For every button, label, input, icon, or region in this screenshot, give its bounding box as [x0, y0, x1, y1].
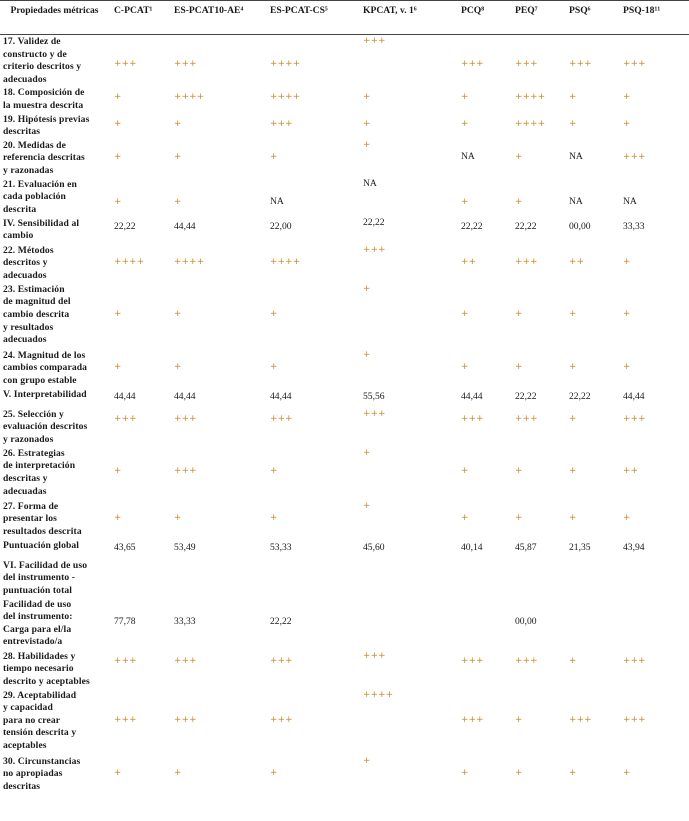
property-label: Facilidad de uso del instrumento: Carga para el/la entrevistado/a [3, 598, 73, 648]
value-cell: + [363, 349, 371, 360]
value-cell: ++++ [174, 256, 205, 267]
value-cell: ++++ [270, 59, 301, 69]
value-cell: + [623, 256, 631, 267]
property-label: 21. Evaluación en cada población descrita [3, 178, 77, 215]
value-cell: +++ [174, 59, 197, 69]
value-cell: 22,22 [114, 220, 136, 232]
value-cell: 22,22 [363, 216, 385, 228]
value-cell: + [623, 118, 631, 129]
value-cell: 45,60 [363, 541, 385, 553]
value-cell: + [114, 308, 122, 319]
value-cell [566, 598, 620, 650]
value-cell: +++ [270, 118, 293, 129]
value-cell: + [270, 767, 278, 778]
value-cell: +++ [623, 59, 646, 69]
value-cell: 44,44 [270, 390, 292, 402]
table-row [0, 500, 689, 539]
value-cell: + [623, 308, 631, 319]
value-cell: NA [461, 150, 475, 162]
value-cell: + [515, 151, 523, 162]
value-cell: ++++ [114, 256, 145, 267]
header-cell: ES-PCAT-CS⁵ [267, 1, 360, 35]
value-cell: ++++ [515, 118, 546, 129]
value-cell: +++ [114, 413, 137, 424]
property-label: 22. Métodos descritos y adecuados [3, 244, 54, 281]
property-label: 18. Composición de la muestra descrita [3, 87, 85, 111]
value-cell: + [569, 767, 577, 778]
table-row [0, 388, 689, 408]
value-cell: +++ [461, 714, 484, 725]
value-cell: 33,33 [174, 615, 196, 627]
value-cell [360, 598, 458, 650]
value-cell: NA [623, 195, 637, 207]
value-cell: ++++ [363, 689, 394, 700]
value-cell: 45,87 [515, 541, 537, 553]
value-cell: +++ [515, 59, 538, 69]
value-cell: + [363, 92, 371, 103]
value-cell: +++ [623, 714, 646, 725]
value-cell: 22,22 [461, 220, 483, 232]
property-label: 28. Habilidades y tiempo necesario descrito y aceptables [3, 650, 90, 687]
header-cell: Propiedades métricas [0, 1, 111, 35]
value-cell: + [461, 361, 469, 372]
value-cell: + [363, 447, 371, 458]
value-cell: + [363, 283, 371, 294]
value-cell: 22,00 [270, 220, 292, 232]
value-cell: +++ [569, 59, 592, 69]
value-cell [458, 559, 512, 598]
value-cell [620, 559, 689, 598]
property-label: 29. Aceptabilidad y capacidad para no crear tensión descrita y aceptables [3, 689, 77, 751]
value-cell: + [623, 361, 631, 372]
value-cell: 00,00 [569, 220, 591, 232]
value-cell: + [515, 196, 523, 207]
value-cell: +++ [270, 413, 293, 424]
property-label: V. Interpretabilidad [3, 388, 87, 400]
value-cell: + [270, 151, 278, 162]
value-cell: +++ [569, 714, 592, 725]
value-cell: + [114, 512, 122, 523]
value-cell: +++ [363, 650, 386, 661]
value-cell: NA [363, 177, 377, 189]
value-cell: +++ [461, 413, 484, 424]
table-row [0, 689, 689, 755]
value-cell: + [515, 767, 523, 778]
value-cell: + [174, 118, 182, 129]
value-cell: +++ [623, 413, 646, 424]
value-cell: ++++ [270, 256, 301, 267]
value-cell: + [623, 92, 631, 103]
header-cell: PCQ⁸ [458, 1, 512, 35]
value-cell: 22,22 [515, 220, 537, 232]
header-cell: C-PCAT¹ [111, 1, 171, 35]
value-cell: + [461, 196, 469, 207]
table-row [0, 349, 689, 388]
table-row [0, 408, 689, 447]
value-cell: + [515, 512, 523, 523]
property-label: 26. Estrategias de interpretación descritas y adecuadas [3, 447, 76, 497]
value-cell: +++ [623, 151, 646, 162]
value-cell: 44,44 [114, 390, 136, 402]
table-body [0, 35, 689, 795]
table-row [0, 447, 689, 500]
header-cell: PSQ⁶ [566, 1, 620, 35]
table-header-row [0, 1, 689, 35]
value-cell: + [461, 92, 469, 103]
value-cell: + [114, 92, 122, 103]
value-cell: 33,33 [623, 220, 645, 232]
value-cell: 40,14 [461, 541, 483, 553]
value-cell [458, 598, 512, 650]
value-cell: 43,94 [623, 541, 645, 553]
table-row [0, 35, 689, 87]
value-cell: + [461, 465, 469, 476]
value-cell: 44,44 [623, 390, 645, 402]
value-cell: +++ [461, 655, 484, 666]
value-cell: + [461, 308, 469, 319]
value-cell: + [515, 308, 523, 319]
header-cell: PEQ⁷ [512, 1, 566, 35]
table-row [0, 217, 689, 244]
value-cell: + [174, 361, 182, 372]
value-cell: +++ [270, 655, 293, 666]
value-cell: + [623, 767, 631, 778]
value-cell: +++ [515, 413, 538, 424]
value-cell: + [363, 139, 371, 150]
value-cell: ++ [623, 465, 639, 476]
value-cell [360, 559, 458, 598]
value-cell [111, 559, 171, 598]
value-cell: + [569, 512, 577, 523]
value-cell: +++ [114, 655, 137, 666]
value-cell: + [515, 361, 523, 372]
value-cell: 44,44 [174, 390, 196, 402]
value-cell: 22,22 [569, 390, 591, 402]
value-cell: +++ [174, 465, 197, 476]
property-label: 23. Estimación de magnitud del cambio descrita y resultados adecuados [3, 283, 71, 346]
property-label: 17. Validez de constructo y de criterio descritos y adecuados [3, 36, 82, 85]
value-cell: ++++ [515, 92, 546, 103]
value-cell: + [114, 361, 122, 372]
value-cell: + [623, 512, 631, 523]
value-cell: + [270, 512, 278, 523]
value-cell: + [461, 767, 469, 778]
property-label: VI. Facilidad de uso del instrumento - puntuación total [3, 559, 88, 596]
value-cell: + [174, 767, 182, 778]
header-cell: ES-PCAT10-AE⁴ [171, 1, 267, 35]
table-row [0, 650, 689, 689]
value-cell: NA [569, 150, 583, 162]
value-cell: + [569, 118, 577, 129]
property-label: 25. Selección y evaluación descritos y razonados [3, 408, 88, 445]
value-cell [566, 559, 620, 598]
value-cell: ++++ [270, 92, 301, 103]
value-cell [512, 559, 566, 598]
value-cell: + [515, 465, 523, 476]
value-cell: + [569, 655, 577, 666]
value-cell: 53,49 [174, 541, 196, 553]
value-cell: + [174, 308, 182, 319]
table-row [0, 244, 689, 283]
value-cell: + [114, 465, 122, 476]
value-cell: + [114, 151, 122, 162]
value-cell: +++ [174, 413, 197, 424]
table-row [0, 113, 689, 139]
value-cell: + [569, 92, 577, 103]
table-row [0, 539, 689, 559]
table-row [0, 559, 689, 598]
value-cell: 44,44 [174, 220, 196, 232]
header-cell: PSQ-18¹¹ [620, 1, 689, 35]
value-cell: 55,56 [363, 390, 385, 402]
value-cell: ++ [569, 256, 585, 267]
table-row [0, 755, 689, 795]
property-label: 19. Hipótesis previas descritas [3, 113, 90, 138]
property-label: 27. Forma de presentar los resultados descrita [3, 500, 82, 537]
value-cell: + [174, 512, 182, 523]
table-row [0, 283, 689, 349]
value-cell: + [569, 361, 577, 372]
property-label: Puntuación global [3, 539, 80, 551]
value-cell: + [461, 512, 469, 523]
property-label: 20. Medidas de referencia descritas y razonadas [3, 139, 85, 176]
value-cell: +++ [515, 655, 538, 666]
value-cell: 43,65 [114, 541, 136, 553]
value-cell: +++ [114, 59, 137, 69]
property-label: 24. Magnitud de los cambios comparada con grupo estable [3, 349, 88, 386]
value-cell: +++ [114, 714, 137, 725]
value-cell [620, 598, 689, 650]
property-label: 30. Circunstancias no apropiadas descritas [3, 755, 81, 792]
table-row [0, 178, 689, 217]
value-cell: ++++ [174, 92, 205, 103]
value-cell: 21,35 [569, 541, 591, 553]
value-cell: +++ [174, 655, 197, 666]
value-cell: + [270, 465, 278, 476]
value-cell: +++ [174, 714, 197, 725]
property-label: IV. Sensibilidad al cambio [3, 217, 80, 242]
header-cell: KPCAT, v. 1⁶ [360, 1, 458, 35]
value-cell: + [569, 465, 577, 476]
value-cell: + [461, 118, 469, 129]
value-cell: 00,00 [515, 615, 537, 627]
value-cell: +++ [270, 714, 293, 725]
value-cell: + [174, 196, 182, 207]
value-cell [171, 559, 267, 598]
table-row [0, 86, 689, 112]
value-cell: 22,22 [270, 615, 292, 627]
value-cell: 53,33 [270, 541, 292, 553]
value-cell: + [114, 118, 122, 129]
value-cell: + [515, 714, 523, 725]
value-cell: + [363, 118, 371, 129]
value-cell: + [174, 151, 182, 162]
value-cell: + [569, 413, 577, 424]
value-cell: + [270, 361, 278, 372]
value-cell: +++ [515, 256, 538, 267]
value-cell: + [114, 196, 122, 207]
value-cell: 44,44 [461, 390, 483, 402]
value-cell [267, 559, 360, 598]
value-cell: ++ [461, 256, 477, 267]
value-cell: + [363, 755, 371, 766]
value-cell: + [363, 500, 371, 511]
table-row [0, 139, 689, 178]
value-cell: +++ [461, 59, 484, 69]
value-cell: + [569, 308, 577, 319]
value-cell: NA [270, 195, 284, 207]
value-cell: 22,22 [515, 390, 537, 402]
value-cell: NA [569, 195, 583, 207]
table-row [0, 598, 689, 650]
value-cell: +++ [623, 655, 646, 666]
value-cell: +++ [363, 36, 386, 46]
value-cell: + [114, 767, 122, 778]
value-cell: +++ [363, 408, 386, 419]
value-cell: + [270, 308, 278, 319]
value-cell: 77,78 [114, 615, 136, 627]
value-cell: +++ [363, 244, 386, 255]
